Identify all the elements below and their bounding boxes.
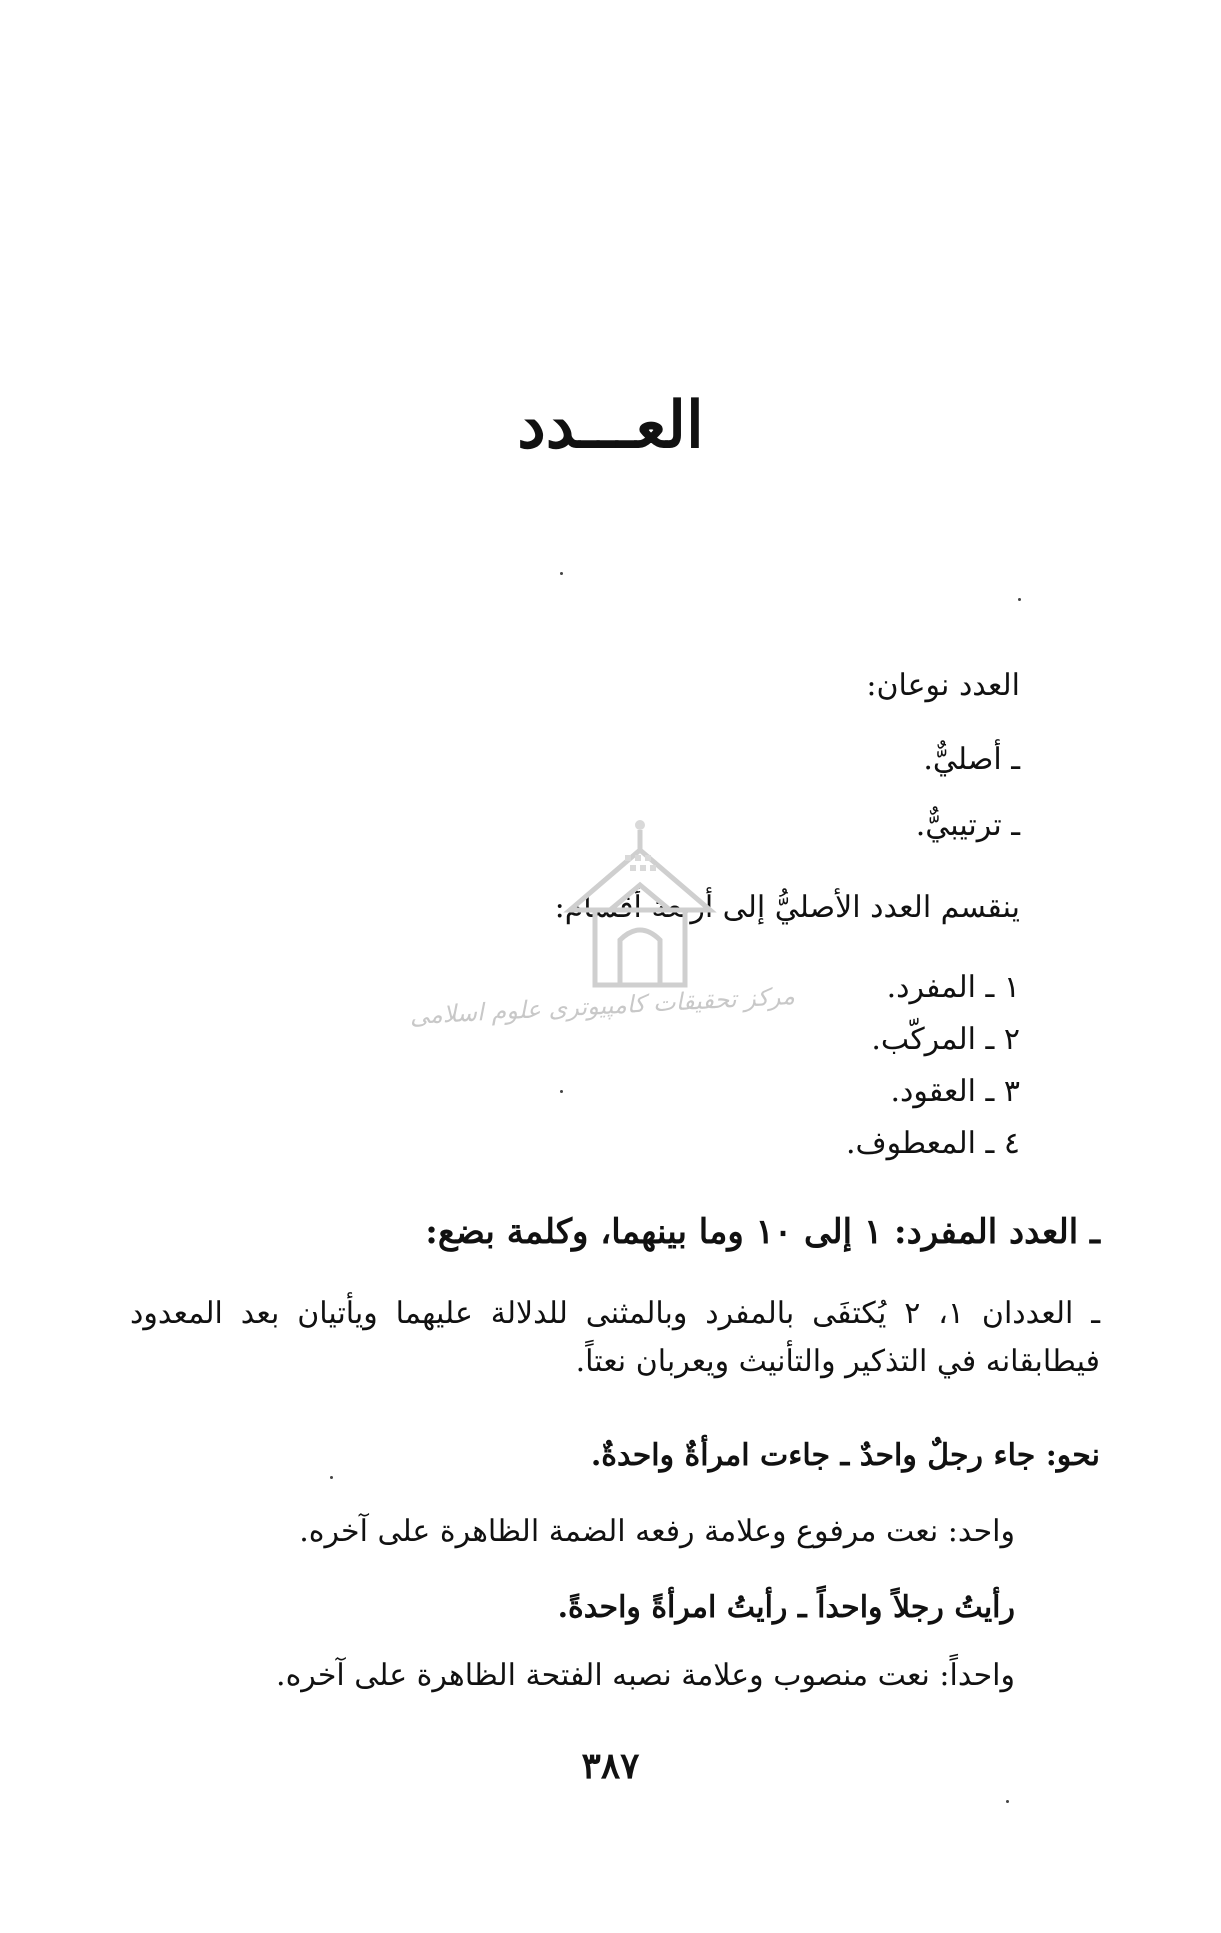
- type-item-ordinal: ـ ترتيبيٌّ.: [915, 808, 1020, 843]
- mosque-dome-logo-icon: [540, 810, 740, 1010]
- section-item-1: ١ ـ المفرد.: [886, 970, 1020, 1005]
- section-heading: ـ العدد المفرد: ١ إلى ١٠ وما بينهما، وكلمة بضع:: [425, 1212, 1100, 1252]
- division-text: ينقسم العدد الأصليُّ إلى أربعة أقسام:: [554, 890, 1020, 925]
- section-item-4: ٤ ـ المعطوف.: [845, 1126, 1020, 1161]
- body-paragraph: ـ العددان ١، ٢ يُكتفَى بالمفرد وبالمثنى للدلالة عليهما ويأتيان بعد المعدود فيطابقانه في التذكير والتأنيث ويعربان نعتاً.: [130, 1296, 1101, 1379]
- watermark-text: مركز تحقيقات كامپيوتری علوم اسلامی: [409, 981, 796, 1031]
- section-item-2: ٢ ـ المركّب.: [871, 1022, 1020, 1057]
- page-number: ٣٨٧: [581, 1745, 640, 1787]
- speck: [1018, 598, 1021, 601]
- speck: [1006, 1800, 1009, 1803]
- speck: [560, 572, 563, 575]
- page-title: العـــدد: [517, 388, 704, 463]
- example-accusative: رأيتُ رجلاً واحداً ـ رأيتُ امرأةً واحدةً.: [557, 1590, 1015, 1625]
- explanation-accusative: واحداً: نعت منصوب وعلامة نصبه الفتحة الظاهرة على آخره.: [276, 1658, 1015, 1693]
- section-item-3: ٣ ـ العقود.: [890, 1074, 1020, 1109]
- type-item-original: ـ أصليٌّ.: [923, 742, 1020, 777]
- explanation-nominative: واحد: نعت مرفوع وعلامة رفعه الضمة الظاهرة على آخره.: [299, 1514, 1015, 1549]
- intro-text: العدد نوعان:: [866, 668, 1020, 703]
- speck: [560, 1090, 563, 1093]
- speck: [330, 1476, 333, 1479]
- example-nominative: نحو: جاء رجلٌ واحدٌ ـ جاءت امرأةٌ واحدةٌ.: [590, 1438, 1100, 1473]
